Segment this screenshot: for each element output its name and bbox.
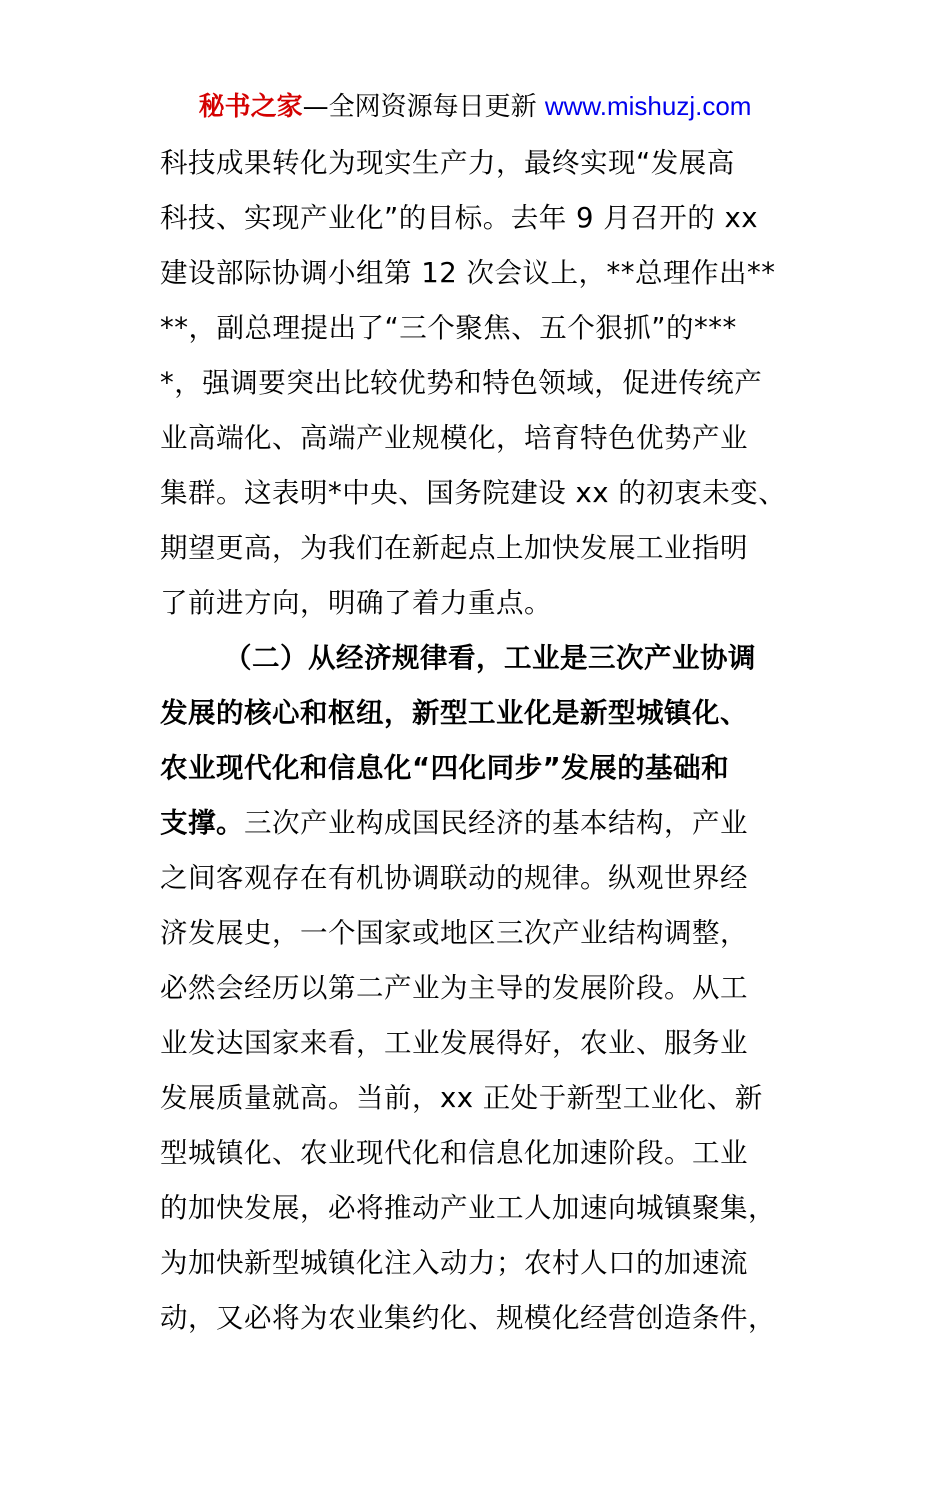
text-line: 业发达国家来看，工业发展得好，农业、服务业 (160, 1027, 748, 1059)
text-line: 为加快新型城镇化注入动力；农村人口的加速流 (160, 1247, 748, 1279)
text-line: 期望更高，为我们在新起点上加快发展工业指明 (160, 532, 748, 564)
text-line: *，强调要突出比较优势和特色领域，促进传统产 (160, 367, 763, 399)
text-line: 的加快发展，必将推动产业工人加速向城镇聚集， (160, 1192, 776, 1224)
text-line: 了前进方向，明确了着力重点。 (160, 587, 552, 619)
text-line: **，副总理提出了“三个聚焦、五个狠抓”的*** (160, 312, 737, 344)
text-line: 济发展史，一个国家或地区三次产业结构调整， (160, 917, 748, 949)
site-header (0, 86, 950, 127)
text-line: 型城镇化、农业现代化和信息化加速阶段。工业 (160, 1137, 748, 1169)
section-heading-line: 发展的核心和枢纽，新型工业化是新型城镇化、 (160, 697, 748, 729)
text-line: 集群。这表明*中央、国务院建设 xx 的初衷未变、 (160, 477, 787, 509)
section-heading-end: 支撑。 (160, 807, 244, 839)
text-line: 发展质量就高。当前，xx 正处于新型工业化、新 (160, 1082, 763, 1114)
site-slogan: —全网资源每日更新 (302, 92, 545, 122)
text-line: 之间客观存在有机协调联动的规律。纵观世界经 (160, 862, 748, 894)
site-brand: 秘书之家 (198, 92, 303, 122)
site-url-link[interactable]: www.mishuzj.com (544, 91, 752, 121)
document-body (160, 136, 800, 1346)
section-heading-line: （二）从经济规律看，工业是三次产业协调 (224, 642, 756, 674)
text-line: 建设部际协调小组第 12 次会议上，**总理作出** (160, 257, 776, 289)
mixed-text-line (160, 796, 800, 851)
text-line: 科技成果转化为现实生产力，最终实现“发展高 (160, 147, 735, 179)
text-line: 必然会经历以第二产业为主导的发展阶段。从工 (160, 972, 748, 1004)
text-line: 科技、实现产业化”的目标。去年 9 月召开的 xx (160, 202, 759, 234)
section-heading-line: 农业现代化和信息化“四化同步”发展的基础和 (160, 752, 730, 784)
text-line: 业高端化、高端产业规模化，培育特色优势产业 (160, 422, 748, 454)
section-body-start: 三次产业构成国民经济的基本结构，产业 (244, 807, 748, 839)
text-line: 动，又必将为农业集约化、规模化经营创造条件， (160, 1302, 776, 1334)
